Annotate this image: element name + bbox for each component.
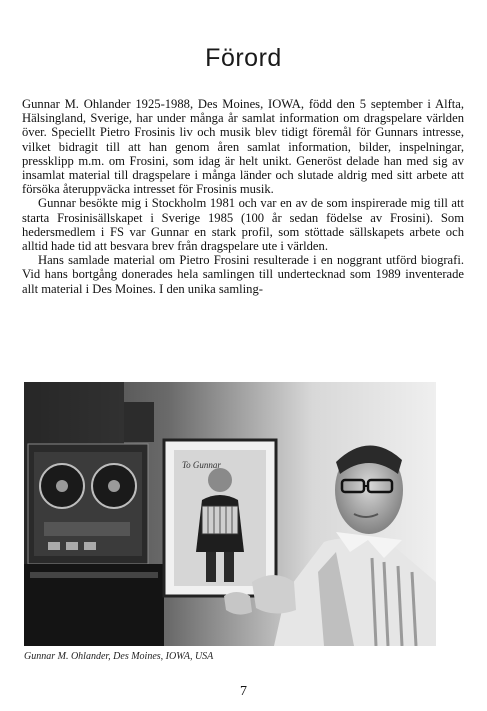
paragraph-3: Hans samlade material om Pietro Frosini resulterade i en noggrant utförd biografi. Vid hans bortgång donerades hela samlingen till undertecknad som 1989 inventerade allt material i Des Moines. I den unika samling- bbox=[22, 253, 464, 296]
page-number: 7 bbox=[240, 684, 247, 699]
paragraph-2: Gunnar besökte mig i Stockholm 1981 och var en av de som inspirerade mig till att starta Frosinisällskapet i Sverige 1985 (100 år sedan födelse av Frosini). Som hedersmedlem i FS var Gunnar en stark profil, som stöttade sällskapets arbete och alltid hade tid att besvara brev från dragspelare ute i världen. bbox=[22, 196, 464, 254]
paragraph-1: Gunnar M. Ohlander 1925-1988, Des Moines, IOWA, född den 5 september i Alfta, Hälsingland, Sverige, har under många år samlat information om dragspelare världen över. Speciellt Pietro Frosinis liv och musik blev tidigt föremål för Gunnars intresse, vilket bidragit till att han genom åren samlat information, bilder, inspelningar, pressklipp m.m. om Frosini, som idag är helt unikt. Generöst delade han med sig av insamlat material till dragspelare i många länder och slutade aldrig med sitt arbete att försöka återuppväcka intresset för Frosinis musik. bbox=[22, 97, 464, 197]
framed-photo bbox=[164, 440, 276, 596]
page-title: Förord bbox=[205, 44, 282, 72]
photograph bbox=[24, 382, 436, 646]
photo-caption: Gunnar M. Ohlander, Des Moines, IOWA, USA bbox=[24, 651, 214, 662]
tape-recorder bbox=[28, 444, 148, 564]
body-text bbox=[22, 97, 464, 296]
photo-illustration bbox=[24, 382, 436, 646]
photo-signature: To Gunnar bbox=[182, 460, 221, 470]
